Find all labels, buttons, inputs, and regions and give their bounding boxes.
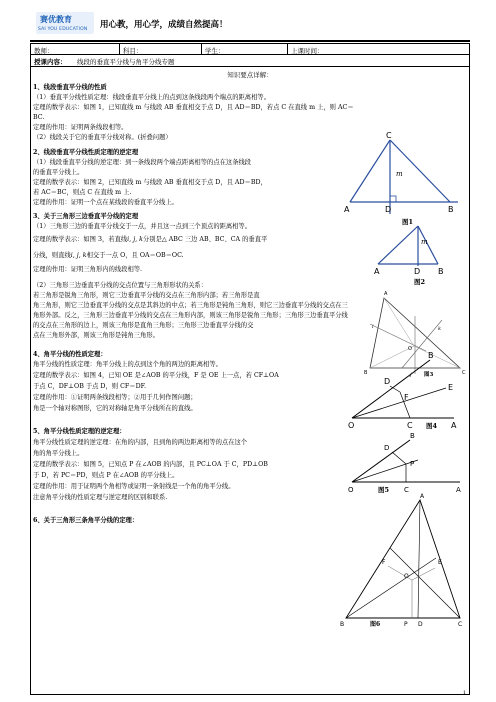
- label-d: D: [418, 621, 423, 628]
- section-3-line: 角形外部。反之，三角形三边垂直平分线的交点在三角形内部，则该三角形是锐角三角形；三角形三边垂直平分线: [33, 312, 348, 319]
- label-o: O: [348, 486, 354, 494]
- figure-4-caption: 图4: [426, 422, 438, 430]
- label-c: C: [407, 421, 413, 430]
- label-p: P: [404, 621, 408, 628]
- figure-6-diagram: [340, 493, 468, 628]
- section-4-line: 定理的数学表示：如图 4，已知 OE 是∠AOB 的平分线，F 是 OE 上一点，若 CF⊥OA: [33, 372, 279, 379]
- header-rule: [30, 40, 470, 42]
- label-c: C: [462, 370, 466, 376]
- section-2-line: 的垂直平分线上。: [33, 169, 84, 176]
- label-a: A: [374, 267, 380, 276]
- label-b: B: [428, 351, 434, 360]
- figure-6: [340, 493, 468, 632]
- section-5-line: 角的角平分线上。: [33, 450, 84, 457]
- label-c: C: [458, 621, 463, 628]
- label-a: A: [456, 486, 461, 494]
- section-3-line: 定理的作用：证明三角形内的线段相等.: [33, 266, 143, 273]
- label-b: B: [438, 267, 444, 276]
- section-3-line: 角三角形，则它三边垂直平分线的交点是其斜边的中点；若三角形是钝角三角形，则它三边垂直平分线的交点在三: [33, 302, 348, 309]
- label-e: E: [448, 383, 454, 392]
- subject-field: 科目：: [123, 47, 143, 55]
- section-1-line: （2）线段关于它的垂直平分线对称。(折叠问题）: [33, 134, 172, 141]
- section-2-title: 2、线段垂直平分线性质定理的逆定理: [33, 149, 139, 156]
- section-4-line: 角是一个轴对称图形，它的对称轴是角平分线所在的直线。: [33, 405, 197, 412]
- student-field: 学生：: [205, 47, 225, 55]
- label-d: D: [384, 444, 390, 452]
- label-d: D: [414, 267, 421, 276]
- figure-1-caption: 图1: [402, 218, 414, 226]
- section-2-line: （1）线段垂直平分线的逆定理：到一条线段两个端点距离相等的点在这条线段: [33, 159, 252, 166]
- label-a: A: [451, 421, 457, 430]
- section-3-line: [33, 251, 184, 260]
- divider: [201, 44, 202, 54]
- text-run: 相交于一点 O，且 OA＝OB＝OC.: [86, 252, 184, 259]
- topic-label: 授课内容：: [34, 58, 67, 66]
- figure-3-caption: 图3: [424, 372, 434, 378]
- section-2-line: 定理的数学表示：如图 2，已知直线 m 与线段 AB 垂直相交于点 D，且 AD＝BD，: [33, 179, 267, 186]
- page-number: 1: [462, 690, 466, 696]
- section-3-line: （2）三角形三边垂直平分线的交点位置与三角形形状的关系：: [33, 282, 208, 289]
- figure-2-diagram: [338, 224, 468, 304]
- label-m: m: [421, 238, 428, 246]
- label-o: O: [348, 421, 355, 430]
- divider: [287, 44, 288, 54]
- label-b: B: [340, 621, 345, 628]
- section-5-line: 定理的作用：用于证明两个角相等或证明一条射线是一个角的角平分线。: [33, 483, 235, 490]
- label-e: E: [438, 559, 442, 566]
- section-4-title: 4、角平分线的性质定理：: [33, 351, 107, 358]
- label-p: P: [410, 460, 415, 468]
- section-5-line: 定理的数学表示：如图 5，已知点 P 在∠AOB 的内部，且 PC⊥OA 于 C，PD⊥OB: [33, 461, 268, 468]
- logo-name: 赛优教育: [40, 15, 72, 24]
- label-d: D: [385, 205, 392, 214]
- slogan: 用心教，用心学，成绩自然提高！: [100, 20, 228, 30]
- section-1-line: （1）垂直平分线性质定理：线段垂直平分线上的点到这条线段两个端点的距离相等。: [33, 94, 270, 101]
- text-run: 分线，则直线: [33, 252, 71, 259]
- topic-value: 线段的垂直平分线与角平分线专题: [77, 58, 175, 66]
- divider: [119, 44, 120, 54]
- topic-row: [30, 55, 470, 67]
- content-title: 知识要点详解：: [227, 71, 273, 79]
- label-j: j: [410, 372, 412, 378]
- section-4-line: 定理的作用：①证明两条线段相等；②用于几何作图问题；: [33, 394, 197, 401]
- section-3-line: 的交点在三角形的边上，则该三角形是直角三角形；三角形三边垂直平分线的交: [33, 322, 254, 329]
- figure-5: [348, 432, 468, 496]
- section-2-line: 若 AC＝BC，则点 C 在直线 m 上.: [33, 189, 132, 196]
- logo-subtitle: SAI YOU EDUCATION: [38, 27, 88, 32]
- label-c: C: [386, 131, 392, 140]
- figure-6-caption: 图6: [370, 621, 381, 628]
- label-f: F: [404, 393, 409, 402]
- section-3-line: [33, 235, 267, 244]
- section-2-line: 定理的作用：证明一个点在某线段的垂直平分线上。: [33, 199, 178, 206]
- label-k: k: [438, 326, 442, 332]
- section-3-line: 若三角形是锐角三角形，则它三边垂直平分线的交点在三角形内部；若三角形是直: [33, 292, 260, 299]
- section-6-title: 6、关于三角形三条角平分线的定理：: [33, 517, 139, 524]
- section-1-line: 定理的作用：证明两条线段相等。: [33, 124, 128, 131]
- label-a: A: [344, 205, 350, 214]
- label-c: C: [404, 486, 409, 494]
- section-1-line: BC.: [33, 114, 45, 121]
- section-5-title: 5、角平分线性质定理的逆定理：: [33, 428, 126, 435]
- section-4-line: 于点 C，DF⊥OB 于点 D，则 CF＝DF.: [33, 383, 147, 390]
- section-3-line: 点在三角形外部，则该三角形是钝角三角形。: [33, 332, 159, 339]
- section-1-line: 定理的数学表示：如图 1，已知直线 m 与线段 AB 垂直相交于点 D，且 AD＝BD，若点 C 在直线 m 上，则 AC＝: [33, 104, 354, 111]
- section-3-line: （1）三角形三边的垂直平分线交于一点，并且这一点到三个顶点的距离相等。: [33, 223, 252, 230]
- label-b: B: [364, 370, 368, 376]
- label-i: i: [372, 324, 374, 330]
- label-f: F: [382, 559, 386, 566]
- label-a: A: [384, 291, 388, 297]
- section-3-title: 3、关于三角形三边垂直平分线的定理: [33, 213, 139, 220]
- text-run: 定理的数学表示：如图 3，若直线: [33, 236, 128, 243]
- figure-2-caption: 图2: [414, 278, 426, 286]
- label-o: O: [408, 346, 412, 352]
- label-a: A: [420, 493, 425, 500]
- label-m: m: [396, 170, 403, 178]
- info-table: [30, 43, 470, 55]
- label-o: O: [404, 573, 409, 580]
- figure-4: [348, 348, 468, 434]
- figure-5-diagram: [348, 432, 468, 492]
- text-run: 分别是△ ABC 三边 AB、BC、CA 的垂直平: [142, 236, 268, 243]
- teacher-field: 教师：: [34, 47, 54, 55]
- section-5-line: 于 D，若 PC＝PD，则点 P 在∠AOB 的平分线上。: [33, 472, 179, 479]
- figure-4-diagram: [348, 348, 468, 430]
- section-5-line: 角平分线性质定理的逆定理：在角的内部，且到角的两边距离相等的点在这个: [33, 439, 248, 446]
- figure-5-caption: 图5: [378, 486, 390, 494]
- label-b: B: [448, 205, 454, 214]
- section-5-line: 注意角平分线的性质定理与逆定理的区别和联系.: [33, 494, 168, 501]
- math-vars: i, j, k: [70, 252, 87, 259]
- label-d: D: [384, 377, 391, 386]
- label-b: B: [410, 432, 415, 440]
- section-4-line: 角平分线的性质定理：角平分线上的点到这个角的两边的距离相等。: [33, 361, 222, 368]
- time-field: 上课时间：: [291, 47, 324, 55]
- math-vars: i, j, k: [127, 236, 143, 243]
- section-1-title: 1、线段垂直平分线的性质: [33, 84, 107, 91]
